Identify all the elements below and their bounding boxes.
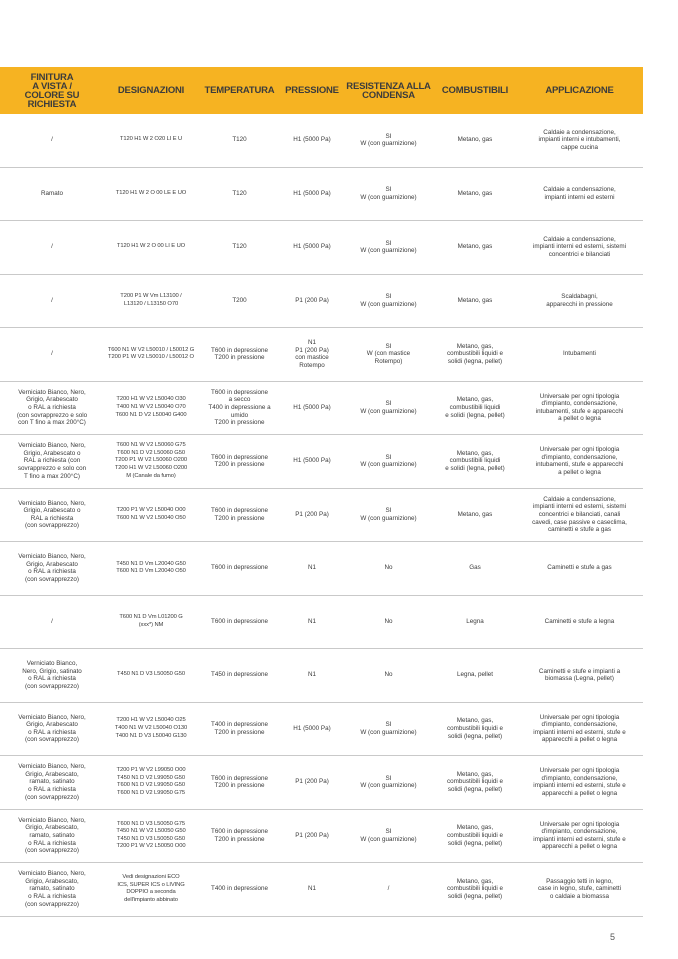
designazioni-cell: T120 H1 W 2 O20 LI E U: [104, 114, 198, 167]
table-row: [0, 542, 643, 596]
temperatura-cell: T600 in depressione T200 in pressione: [198, 328, 281, 382]
pressione-cell: N1: [281, 863, 343, 917]
designazioni-cell: Vedi designazioni ECO ICS, SUPER ICS o LIVING DOPPIO a seconda dell'impianto abbinato: [104, 863, 198, 917]
table-row: [0, 595, 643, 649]
combustibili-cell: Metano, gas: [434, 274, 516, 328]
finitura-cell: Verniciato Bianco, Nero, Grigio, Arabescato o RAL a richiesta (con sovrapprezzo): [0, 488, 104, 542]
condensa-cell: SI W (con guarnizione): [343, 488, 434, 542]
applicazione-cell: Universale per ogni tipologia d'impianto, condensazione, impianti interni ed esterni, stufe e apparecchi a pellet o legna: [516, 702, 643, 756]
temperatura-cell: T400 in depressione T200 in pressione: [198, 702, 281, 756]
table-row: [0, 328, 643, 382]
header-combustibili: COMBUSTIBILI: [434, 67, 516, 114]
pressione-cell: N1 P1 (200 Pa) con mastice Rotempo: [281, 328, 343, 382]
table-row: [0, 756, 643, 810]
condensa-cell: SI W (con guarnizione): [343, 702, 434, 756]
designazioni-cell: T450 N1 D V3 L50050 G50: [104, 649, 198, 703]
pressione-cell: H1 (5000 Pa): [281, 381, 343, 435]
combustibili-cell: Metano, gas, combustibili liquidi e solidi (legna, pellet): [434, 809, 516, 863]
table-row: [0, 167, 643, 221]
designazioni-cell: T200 P1 W Vm L13100 / L13120 / L13150 O70: [104, 274, 198, 328]
condensa-cell: SI W (con guarnizione): [343, 274, 434, 328]
combustibili-cell: Metano, gas: [434, 167, 516, 221]
designazioni-cell: T120 H1 W 2 O 00 LE E UO: [104, 167, 198, 221]
table-row: [0, 221, 643, 275]
condensa-cell: SI W (con guarnizione): [343, 809, 434, 863]
combustibili-cell: Legna, pellet: [434, 649, 516, 703]
designazioni-cell: T200 H1 W V2 L50040 O30 T400 N1 W V2 L50040 O70 T600 N1 D V2 L50040 G400: [104, 381, 198, 435]
designazioni-cell: T200 P1 W V2 L99050 O00 T450 N1 D V2 L99050 G50 T600 N1 D V2 L99050 G50 T600 N1 D V2 L99050 G75: [104, 756, 198, 810]
combustibili-cell: Metano, gas: [434, 488, 516, 542]
combustibili-cell: Metano, gas, combustibili liquidi e solidi (legna, pellet): [434, 702, 516, 756]
applicazione-cell: Caminetti e stufe e impianti a biomassa (Legna, pellet): [516, 649, 643, 703]
condensa-cell: SI W (con guarnizione): [343, 756, 434, 810]
pressione-cell: H1 (5000 Pa): [281, 221, 343, 275]
pressione-cell: N1: [281, 649, 343, 703]
page-number: 5: [610, 932, 616, 942]
finitura-cell: /: [0, 114, 104, 167]
applicazione-cell: Passaggio tetti in legno, case in legno, stufe, caminetti o caldaie a biomassa: [516, 863, 643, 917]
finitura-cell: /: [0, 595, 104, 649]
temperatura-cell: T600 in depressione: [198, 542, 281, 596]
designazioni-cell: T600 N1 D Vm L01200 G (xxx*) NM: [104, 595, 198, 649]
pressione-cell: P1 (200 Pa): [281, 756, 343, 810]
combustibili-cell: Metano, gas, combustibili liquidi e solidi (legna, pellet): [434, 756, 516, 810]
pressione-cell: H1 (5000 Pa): [281, 435, 343, 489]
header-applicazione: APPLICAZIONE: [516, 67, 643, 114]
designazioni-cell: T200 P1 W V2 L50040 O00 T600 N1 W V2 L50040 O50: [104, 488, 198, 542]
combustibili-cell: Metano, gas: [434, 114, 516, 167]
combustibili-cell: Gas: [434, 542, 516, 596]
finitura-cell: Verniciato Bianco, Nero, Grigio, Arabescato o RAL a richiesta (con sovrapprezzo): [0, 542, 104, 596]
temperatura-cell: T600 in depressione T200 in pressione: [198, 756, 281, 810]
pressione-cell: H1 (5000 Pa): [281, 702, 343, 756]
combustibili-cell: Metano, gas: [434, 221, 516, 275]
designazioni-cell: T600 N1 W V2 L50010 / L50012 G T200 P1 W V2 L50010 / L50012 O: [104, 328, 198, 382]
applicazione-cell: Caldaie a condensazione, impianti interni ed esterni: [516, 167, 643, 221]
condensa-cell: SI W (con guarnizione): [343, 167, 434, 221]
finitura-cell: Verniciato Bianco, Nero, Grigio, Arabescato o RAL a richiesta (con sovrapprezzo e solo con T fino a max 200°C): [0, 435, 104, 489]
temperatura-cell: T600 in depressione a secco T400 in depressione a umido T200 in pressione: [198, 381, 281, 435]
temperatura-cell: T600 in depressione T200 in pressione: [198, 488, 281, 542]
finitura-cell: Verniciato Bianco, Nero, Grigio, satinato o RAL a richiesta (con sovrapprezzo): [0, 649, 104, 703]
temperatura-cell: T600 in depressione: [198, 595, 281, 649]
designazioni-cell: T120 H1 W 2 O 00 LI E UO: [104, 221, 198, 275]
designazioni-cell: T450 N1 D Vm L20040 G50 T600 N1 D Vm L20040 O50: [104, 542, 198, 596]
pressione-cell: N1: [281, 542, 343, 596]
pressione-cell: N1: [281, 595, 343, 649]
combustibili-cell: Metano, gas, combustibili liquidi e solidi (legna, pellet): [434, 328, 516, 382]
header-finitura: FINITURA A VISTA / COLORE SU RICHIESTA: [0, 67, 104, 114]
table-row: [0, 809, 643, 863]
condensa-cell: SI W (con guarnizione): [343, 435, 434, 489]
applicazione-cell: Universale per ogni tipologia d'impianto, condensazione, intubamenti, stufe e apparecchi a pellet o legna: [516, 381, 643, 435]
combustibili-cell: Metano, gas, combustibili liquidi e solidi (legna, pellet): [434, 863, 516, 917]
finitura-cell: /: [0, 328, 104, 382]
designazioni-cell: T600 N1 D V3 L50050 G75 T450 N1 W V2 L50050 G50 T450 N1 D V3 L50050 G50 T200 P1 W V2 L50050 O00: [104, 809, 198, 863]
applicazione-cell: Universale per ogni tipologia d'impianto, condensazione, impianti interni ed esterni, stufe e apparecchi a pellet o legna: [516, 809, 643, 863]
condensa-cell: No: [343, 649, 434, 703]
temperatura-cell: T450 in depressione: [198, 649, 281, 703]
finitura-cell: /: [0, 221, 104, 275]
finitura-cell: /: [0, 274, 104, 328]
pressione-cell: H1 (5000 Pa): [281, 114, 343, 167]
condensa-cell: No: [343, 542, 434, 596]
table-row: [0, 488, 643, 542]
temperatura-cell: T600 in depressione T200 in pressione: [198, 435, 281, 489]
table-row: [0, 114, 643, 167]
header-pressione: PRESSIONE: [281, 67, 343, 114]
header-designazioni: DESIGNAZIONI: [104, 67, 198, 114]
temperatura-cell: T600 in depressione T200 in pressione: [198, 809, 281, 863]
applicazione-cell: Scaldabagni, apparecchi in pressione: [516, 274, 643, 328]
header-condensa: RESISTENZA ALLA CONDENSA: [343, 67, 434, 114]
finitura-cell: Verniciato Bianco, Nero, Grigio, Arabescato, ramato, satinato o RAL a richiesta (con sovrapprezzo): [0, 809, 104, 863]
pressione-cell: P1 (200 Pa): [281, 274, 343, 328]
spec-table: [0, 67, 643, 917]
applicazione-cell: Caldaie a condensazione, impianti interni ed esterni, sistemi concentrici e bilanciati, canali cavedi, case passive e caseclima, caminetti e stufe a gas: [516, 488, 643, 542]
table-row: [0, 274, 643, 328]
condensa-cell: SI W (con guarnizione): [343, 221, 434, 275]
table-header-row: [0, 67, 643, 114]
finitura-cell: Verniciato Bianco, Nero, Grigio, Arabescato, ramato, satinato o RAL a richiesta (con sovrapprezzo): [0, 863, 104, 917]
applicazione-cell: Universale per ogni tipologia d'impianto, condensazione, intubamenti, stufe e apparecchi a pellet o legna: [516, 435, 643, 489]
temperatura-cell: T200: [198, 274, 281, 328]
applicazione-cell: Caldaie a condensazione, impianti interni ed esterni, sistemi concentrici e bilanciati: [516, 221, 643, 275]
table-row: [0, 702, 643, 756]
condensa-cell: SI W (con guarnizione): [343, 114, 434, 167]
table-row: [0, 649, 643, 703]
designazioni-cell: T600 N1 W V2 L50060 G75 T600 N1 D V2 L50060 G50 T200 P1 W V2 L50060 O200 T200 H1 W V2 L50060 O200 M (Canale da fumo): [104, 435, 198, 489]
finitura-cell: Verniciato Bianco, Nero, Grigio, Arabescato o RAL a richiesta (con sovrapprezzo e solo con T fino a max 200°C): [0, 381, 104, 435]
applicazione-cell: Caminetti e stufe a gas: [516, 542, 643, 596]
pressione-cell: H1 (5000 Pa): [281, 167, 343, 221]
applicazione-cell: Caldaie a condensazione, impianti interni e intubamenti, cappe cucina: [516, 114, 643, 167]
condensa-cell: SI W (con mastice Rotempo): [343, 328, 434, 382]
condensa-cell: SI W (con guarnizione): [343, 381, 434, 435]
temperatura-cell: T400 in depressione: [198, 863, 281, 917]
finitura-cell: Ramato: [0, 167, 104, 221]
applicazione-cell: Intubamenti: [516, 328, 643, 382]
combustibili-cell: Metano, gas, combustibili liquidi e solidi (legna, pellet): [434, 435, 516, 489]
temperatura-cell: T120: [198, 114, 281, 167]
applicazione-cell: Caminetti e stufe a legna: [516, 595, 643, 649]
table-row: [0, 863, 643, 917]
condensa-cell: /: [343, 863, 434, 917]
combustibili-cell: Legna: [434, 595, 516, 649]
combustibili-cell: Metano, gas, combustibili liquidi e solidi (legna, pellet): [434, 381, 516, 435]
applicazione-cell: Universale per ogni tipologia d'impianto, condensazione, impianti interni ed esterni, stufe e apparecchi a pellet o legna: [516, 756, 643, 810]
table-row: [0, 435, 643, 489]
header-temperatura: TEMPERATURA: [198, 67, 281, 114]
finitura-cell: Verniciato Bianco, Nero, Grigio, Arabescato o RAL a richiesta (con sovrapprezzo): [0, 702, 104, 756]
pressione-cell: P1 (200 Pa): [281, 488, 343, 542]
pressione-cell: P1 (200 Pa): [281, 809, 343, 863]
designazioni-cell: T200 H1 W V2 L50040 O25 T400 N1 W V2 L50040 O130 T400 N1 D V3 L50040 G130: [104, 702, 198, 756]
table-row: [0, 381, 643, 435]
finitura-cell: Verniciato Bianco, Nero, Grigio, Arabescato, ramato, satinato o RAL a richiesta (con sovrapprezzo): [0, 756, 104, 810]
temperatura-cell: T120: [198, 221, 281, 275]
condensa-cell: No: [343, 595, 434, 649]
temperatura-cell: T120: [198, 167, 281, 221]
